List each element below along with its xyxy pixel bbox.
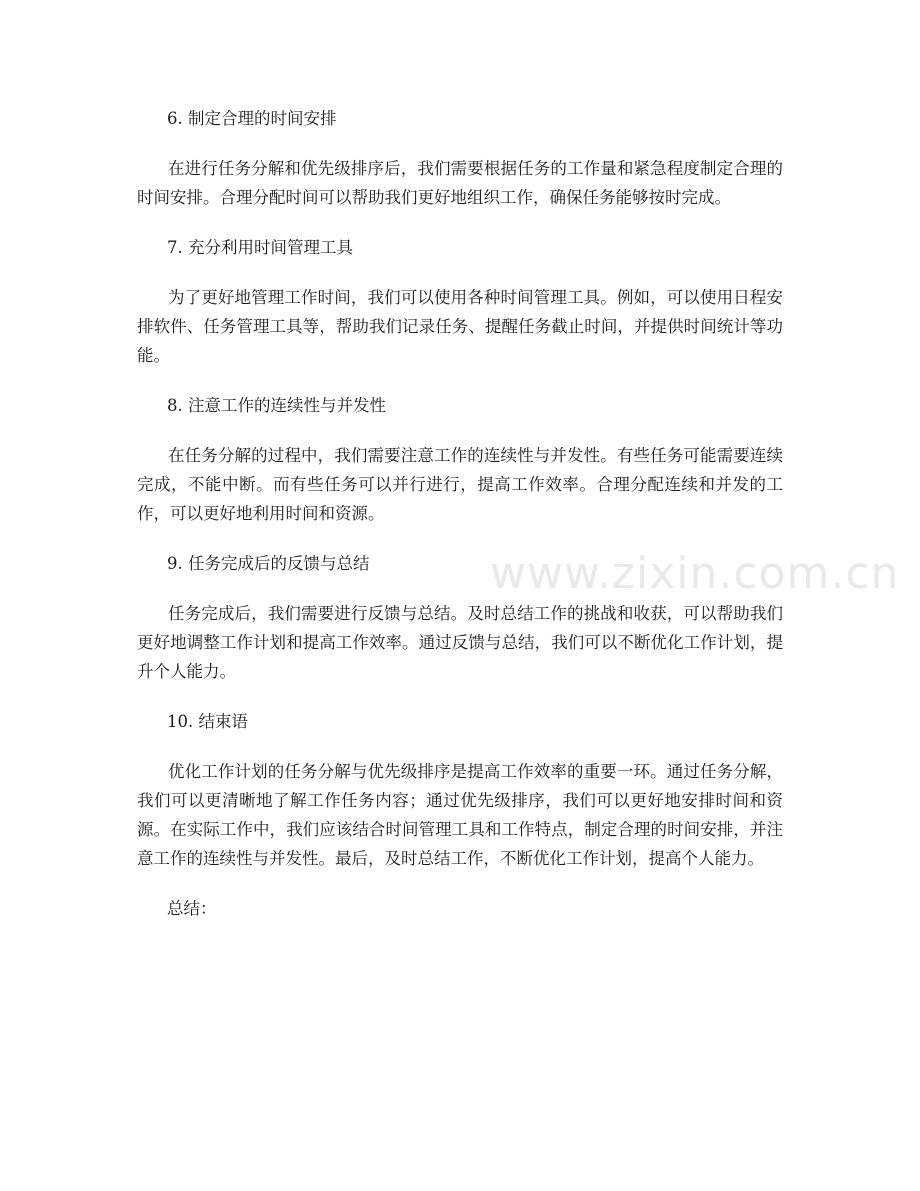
watermark-text: www.zixin.com.cn [490,548,900,599]
section-paragraph: 在任务分解的过程中，我们需要注意工作的连续性与并发性。有些任务可能需要连续完成，不能中断。而有些任务可以并行进行，提高工作效率。合理分配连续和并发的工作，可以更好地利用时间和资源。 [137,446,783,523]
section-heading: 10. 结束语 [167,712,248,731]
section-7 [137,233,783,370]
document-body [137,104,783,923]
section-heading: 6. 制定合理的时间安排 [167,109,337,128]
section-10 [137,707,783,873]
section-8 [137,391,783,528]
section-heading: 7. 充分利用时间管理工具 [167,238,353,257]
section-paragraph: 为了更好地管理工作时间，我们可以使用各种时间管理工具。例如，可以使用日程安排软件、任务管理工具等，帮助我们记录任务、提醒任务截止时间，并提供时间统计等功能。 [137,288,783,365]
section-6 [137,104,783,212]
summary-label: 总结： [167,899,217,918]
section-9 [137,549,783,686]
section-heading: 8. 注意工作的连续性与并发性 [167,396,386,415]
section-heading: 9. 任务完成后的反馈与总结 [167,554,370,573]
section-paragraph: 在进行任务分解和优先级排序后，我们需要根据任务的工作量和紧急程度制定合理的时间安排。合理分配时间可以帮助我们更好地组织工作，确保任务能够按时完成。 [137,159,783,207]
section-paragraph: 任务完成后，我们需要进行反馈与总结。及时总结工作的挑战和收获，可以帮助我们更好地调整工作计划和提高工作效率。通过反馈与总结，我们可以不断优化工作计划，提升个人能力。 [137,604,783,681]
section-paragraph: 优化工作计划的任务分解与优先级排序是提高工作效率的重要一环。通过任务分解，我们可以更清晰地了解工作任务内容；通过优先级排序，我们可以更好地安排时间和资源。在实际工作中，我们应该结合时间管理工具和工作特点，制定合理的时间安排，并注意工作的连续性与并发性。最后，及时总结工作，不断优化工作计划，提高个人能力。 [137,762,783,868]
